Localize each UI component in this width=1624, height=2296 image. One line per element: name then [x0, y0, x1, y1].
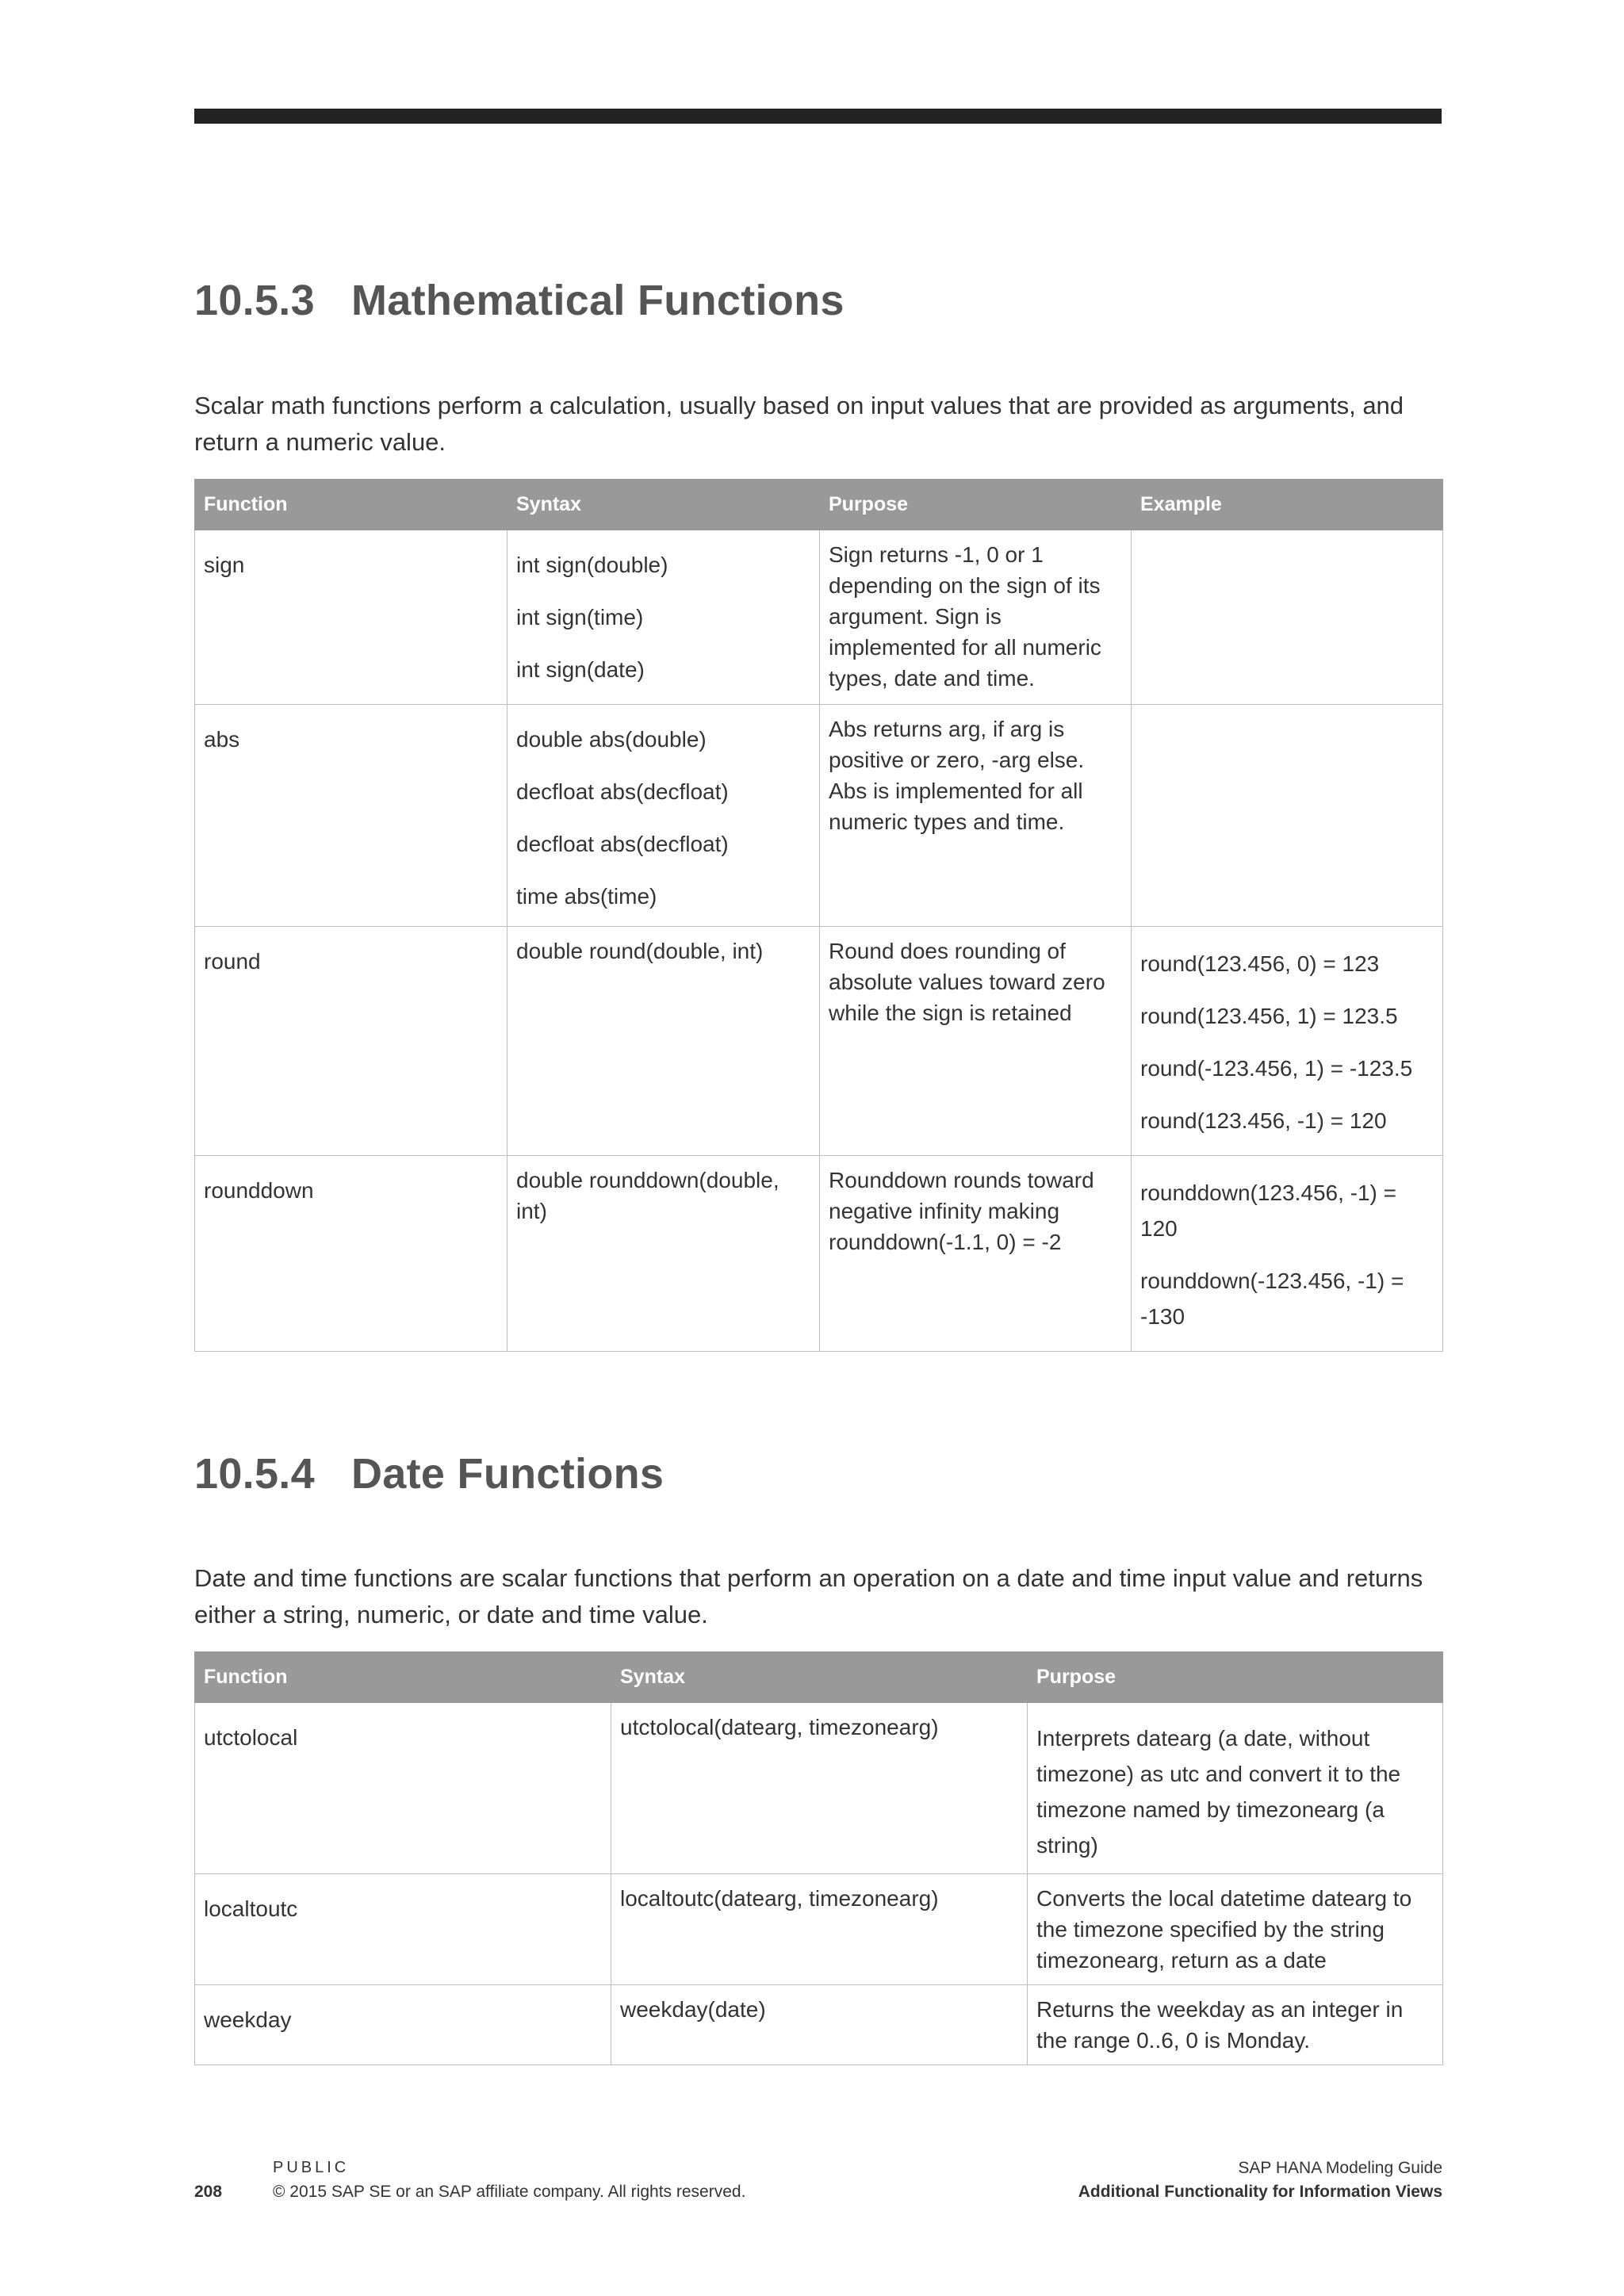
math-section-number: 10.5.3 [194, 277, 315, 324]
footer-guide-title: SAP HANA Modeling Guide [1238, 2159, 1442, 2177]
function-name: localtoutc [204, 1896, 298, 1921]
example-line: rounddown(-123.456, -1) = -130 [1140, 1269, 1404, 1329]
math-functions-table [194, 479, 1443, 1352]
purpose-cell: Converts the local datetime datearg to the timezone specified by the string timezonearg, return as a date [1028, 1874, 1443, 1985]
syntax-line: decfloat abs(decfloat) [516, 779, 729, 804]
function-name: weekday [204, 2007, 292, 2032]
footer-section-title: Additional Functionality for Information Views [1078, 2183, 1442, 2201]
syntax-cell: utctolocal(datearg, timezonearg) [611, 1703, 1028, 1874]
function-cell [195, 1156, 508, 1352]
syntax-cell: double rounddown(double, int) [508, 1156, 820, 1352]
table-row [195, 1703, 1443, 1874]
syntax-line: int sign(date) [516, 657, 645, 682]
table-header-row [195, 480, 1443, 530]
date-section-title: Date Functions [351, 1450, 665, 1498]
date-section-number: 10.5.4 [194, 1450, 315, 1498]
column-header-purpose: Purpose [1028, 1652, 1443, 1703]
function-cell [195, 1985, 611, 2065]
footer-page-number: 208 [194, 2183, 223, 2201]
footer-classification: PUBLIC [273, 2159, 350, 2176]
table-row [195, 1874, 1443, 1985]
table-row [195, 927, 1443, 1156]
function-name: utctolocal [204, 1725, 298, 1750]
example-line: round(123.456, 1) = 123.5 [1140, 1004, 1398, 1028]
function-name: round [204, 949, 261, 974]
function-name: sign [204, 553, 245, 577]
footer-copyright: © 2015 SAP SE or an SAP affiliate company. All rights reserved. [273, 2183, 746, 2201]
purpose-cell: Sign returns -1, 0 or 1 depending on the sign of its argument. Sign is implemented for all numeric types, date and time. [820, 530, 1132, 705]
example-cell [1132, 530, 1443, 705]
date-section-heading [194, 1449, 664, 1498]
function-name: abs [204, 727, 240, 752]
function-cell [195, 1703, 611, 1874]
example-cell [1132, 705, 1443, 927]
column-header-function: Function [195, 480, 508, 530]
syntax-line: time abs(time) [516, 884, 657, 909]
table-row [195, 705, 1443, 927]
example-line: round(-123.456, 1) = -123.5 [1140, 1056, 1413, 1081]
purpose-cell: Rounddown rounds toward negative infinity making rounddown(-1.1, 0) = -2 [820, 1156, 1132, 1352]
syntax-cell [508, 530, 820, 705]
syntax-line: int sign(time) [516, 605, 644, 629]
syntax-line: double abs(double) [516, 727, 707, 752]
function-cell [195, 1874, 611, 1985]
example-line: round(123.456, 0) = 123 [1140, 951, 1380, 976]
syntax-cell [508, 705, 820, 927]
top-rule [194, 109, 1442, 124]
date-functions-table [194, 1651, 1443, 2065]
function-name: rounddown [204, 1178, 314, 1203]
function-cell [195, 530, 508, 705]
purpose-cell: Abs returns arg, if arg is positive or zero, -arg else. Abs is implemented for all numeric types and time. [820, 705, 1132, 927]
example-line: rounddown(123.456, -1) = 120 [1140, 1181, 1396, 1241]
column-header-example: Example [1132, 480, 1443, 530]
math-section-title: Mathematical Functions [351, 277, 845, 324]
purpose-cell: Round does rounding of absolute values toward zero while the sign is retained [820, 927, 1132, 1156]
table-row [195, 1985, 1443, 2065]
math-section-heading [194, 276, 845, 325]
table-row [195, 530, 1443, 705]
column-header-purpose: Purpose [820, 480, 1132, 530]
syntax-cell: double round(double, int) [508, 927, 820, 1156]
syntax-line: int sign(double) [516, 553, 668, 577]
function-cell [195, 927, 508, 1156]
example-line: round(123.456, -1) = 120 [1140, 1108, 1387, 1133]
function-cell [195, 705, 508, 927]
syntax-line: decfloat abs(decfloat) [516, 832, 729, 856]
table-header-row [195, 1652, 1443, 1703]
syntax-cell: weekday(date) [611, 1985, 1028, 2065]
example-cell [1132, 1156, 1443, 1352]
syntax-cell: localtoutc(datearg, timezonearg) [611, 1874, 1028, 1985]
purpose-cell: Returns the weekday as an integer in the range 0..6, 0 is Monday. [1028, 1985, 1443, 2065]
date-section-intro: Date and time functions are scalar functions that perform an operation on a date and time input value and returns either a string, numeric, or date and time value. [194, 1564, 1423, 1628]
example-cell [1132, 927, 1443, 1156]
purpose-cell: Interprets datearg (a date, without timezone) as utc and convert it to the timezone named by timezonearg (a string) [1028, 1703, 1443, 1874]
column-header-function: Function [195, 1652, 611, 1703]
column-header-syntax: Syntax [611, 1652, 1028, 1703]
column-header-syntax: Syntax [508, 480, 820, 530]
math-section-intro: Scalar math functions perform a calculation, usually based on input values that are provided as arguments, and return a numeric value. [194, 392, 1404, 456]
table-row [195, 1156, 1443, 1352]
